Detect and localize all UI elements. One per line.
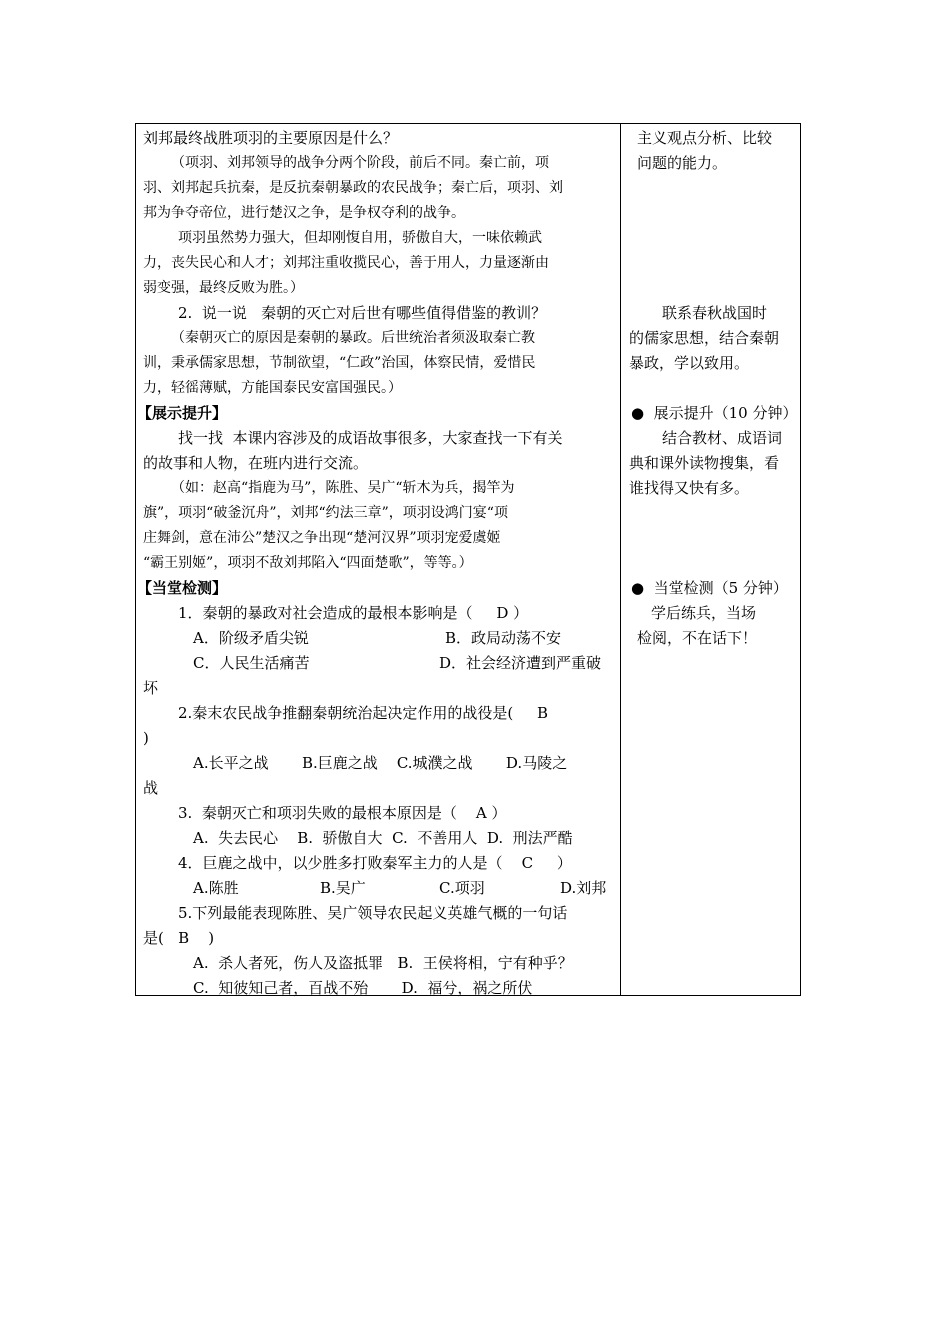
section-heading-show: 【展示提升】 — [137, 404, 228, 422]
test-option: D.刘邦 — [560, 879, 607, 897]
test-question-2: 2.秦末农民战争推翻秦朝统治起决定作用的战役是( B — [178, 704, 549, 722]
test-question-1: 1．秦朝的暴政对社会造成的最根本影响是（ D ） — [178, 604, 529, 622]
test-option: B．政局动荡不安 — [445, 629, 562, 647]
side-note: 问题的能力。 — [637, 154, 728, 172]
side-note: 结合教材、成语词 — [662, 429, 783, 447]
show-example-line: “霸王别姬”，项羽不敌刘邦陷入“四面楚歌”，等等。） — [143, 555, 473, 571]
q2-title: 2. 说一说 秦朝的灭亡对后世有哪些值得借鉴的教训？ — [178, 304, 547, 322]
test-question-2-wrap: ) — [143, 729, 149, 747]
side-note: 联系春秋战国时 — [662, 304, 768, 322]
q1-answer-line: 力，丧失民心和人才；刘邦注重收揽民心，善于用人，力量逐渐由 — [143, 255, 549, 271]
test-options: A. 失去民心 B. 骄傲自大 C. 不善用人 D. 刑法严酷 — [193, 829, 573, 847]
side-note: 谁找得又快有多。 — [629, 479, 750, 497]
side-note: 检阅，不在话下！ — [637, 629, 758, 647]
q1-title: 刘邦最终战胜项羽的主要原因是什么？ — [143, 129, 399, 147]
test-option: A.陈胜 — [193, 879, 239, 897]
side-note: 暴政，学以致用。 — [629, 354, 750, 372]
test-question-5: 5.下列最能表现陈胜、吴广领导农民起义英雄气概的一句话 — [178, 904, 568, 922]
test-option-wrap: 坏 — [143, 679, 159, 697]
show-example-line: （如：赵高“指鹿为马”，陈胜、吴广“斩木为兵，揭竿为 — [171, 480, 515, 496]
show-text: 的故事和人物，在班内进行交流。 — [143, 454, 369, 472]
side-note: 主义观点分析、比较 — [637, 129, 773, 147]
side-heading-show: ● 展示提升（10 分钟） — [631, 404, 798, 422]
test-question-3: 3. 秦朝灭亡和项羽失败的最根本原因是（ A ） — [178, 804, 507, 822]
side-note: 典和课外读物搜集，看 — [629, 454, 780, 472]
show-example-line: 庄舞剑，意在沛公”楚汉之争出现“楚河汉界”项羽宠爱虞姬 — [143, 530, 501, 546]
test-option: D．社会经济遭到严重破 — [439, 654, 602, 672]
test-option: A．阶级矛盾尖锐 — [193, 629, 309, 647]
test-options: C. 知彼知己者，百战不殆 D. 福兮，祸之所伏 — [193, 979, 533, 997]
test-option: C．人民生活痛苦 — [193, 654, 310, 672]
test-options: A.长平之战 B.巨鹿之战 C.城濮之战 D.马陵之 — [193, 754, 568, 772]
q1-answer-line: 弱变强，最终反败为胜。） — [143, 280, 304, 296]
q2-answer-line: （秦朝灭亡的原因是秦朝的暴政。后世统治者须汲取秦亡教 — [171, 330, 535, 346]
q1-answer-line: 羽、刘邦起兵抗秦，是反抗秦朝暴政的农民战争；秦亡后，项羽、刘 — [143, 180, 563, 196]
column-divider — [620, 123, 621, 996]
q2-answer-line: 训，秉承儒家思想，节制欲望，“仁政”治国，体察民情，爱惜民 — [143, 355, 536, 371]
test-question-5-wrap: 是( B ) — [143, 929, 215, 947]
side-heading-test: ● 当堂检测（5 分钟） — [631, 579, 788, 597]
q1-answer-line: 邦为争夺帝位，进行楚汉之争，是争权夺利的战争。 — [143, 205, 465, 221]
test-options: A. 杀人者死，伤人及盗抵罪 B. 王侯将相，宁有种乎？ — [193, 954, 573, 972]
q2-answer-line: 力，轻徭薄赋，方能国泰民安富国强民。） — [143, 380, 402, 396]
side-note: 学后练兵，当场 — [651, 604, 757, 622]
side-note: 的儒家思想，结合秦朝 — [629, 329, 780, 347]
q1-answer-line: （项羽、刘邦领导的战争分两个阶段，前后不同。秦亡前，项 — [171, 155, 549, 171]
test-option: C.项羽 — [439, 879, 485, 897]
show-text: 找一找 本课内容涉及的成语故事很多，大家查找一下有关 — [178, 429, 563, 447]
q1-answer-line: 项羽虽然势力强大，但却刚愎自用，骄傲自大，一味依赖武 — [178, 230, 542, 246]
section-heading-test: 【当堂检测】 — [137, 579, 228, 597]
test-option: B.吴广 — [320, 879, 366, 897]
test-question-4: 4．巨鹿之战中，以少胜多打败秦军主力的人是（ C ） — [178, 854, 572, 872]
test-options-wrap: 战 — [143, 779, 159, 797]
show-example-line: 旗”，项羽“破釜沉舟”，刘邦“约法三章”，项羽设鸿门宴“项 — [143, 505, 508, 521]
